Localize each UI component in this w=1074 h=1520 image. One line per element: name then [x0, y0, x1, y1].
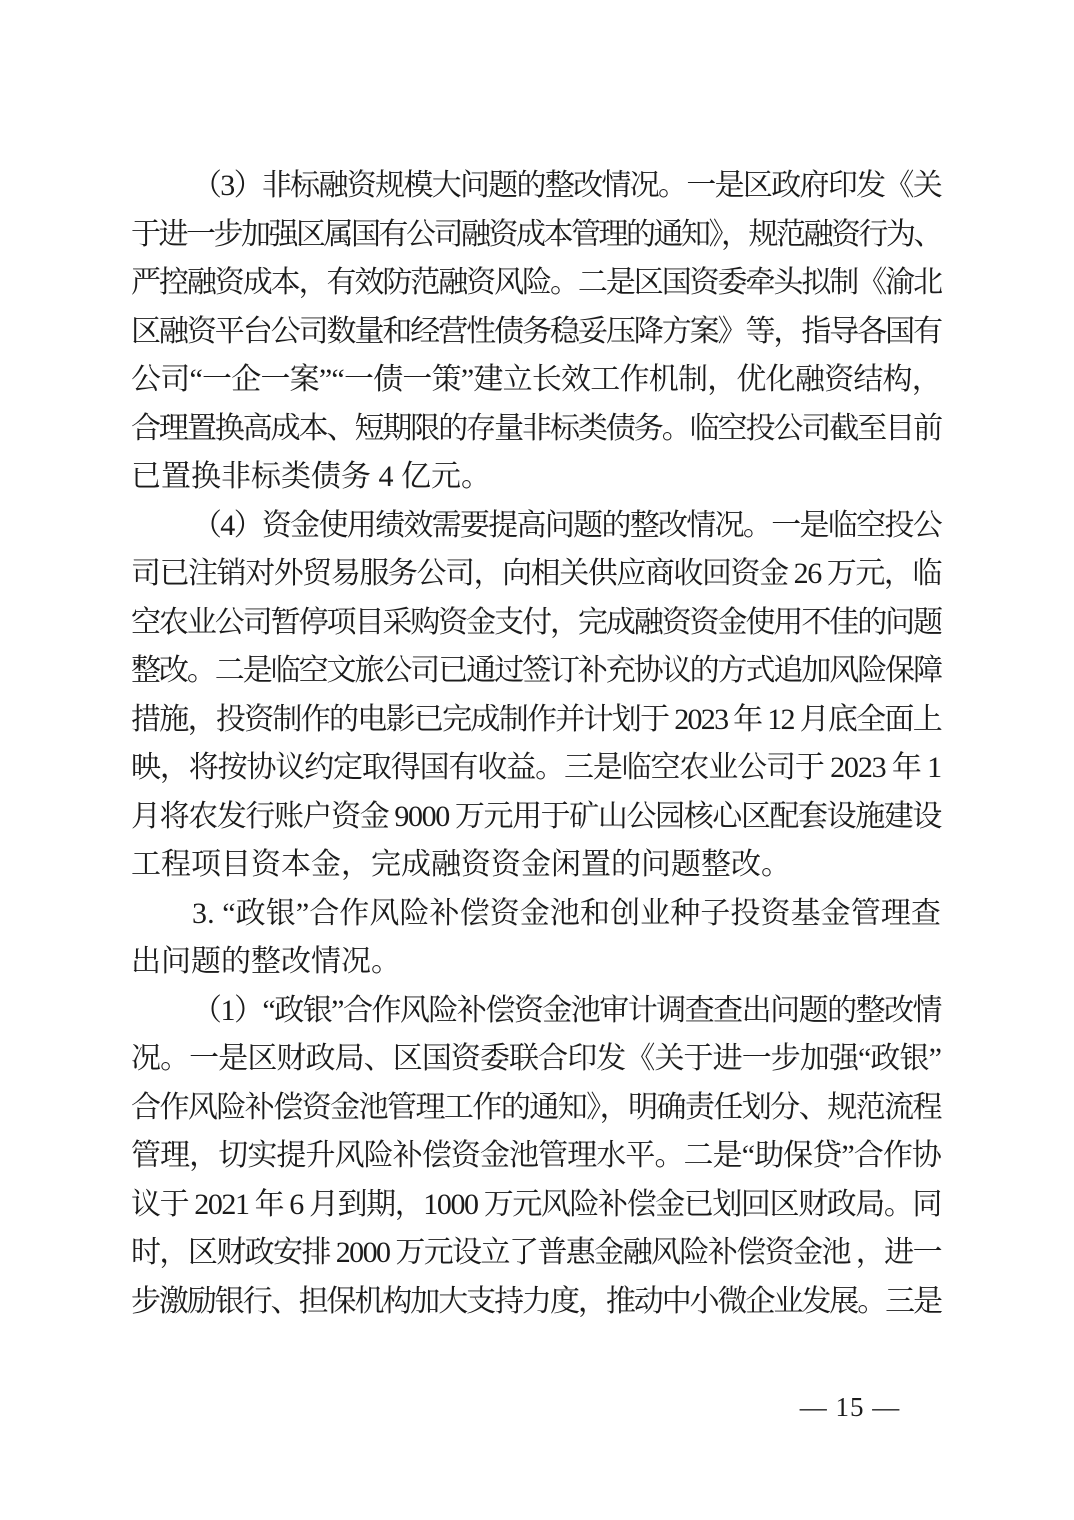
- text-line: [131, 938, 941, 987]
- text-line: [131, 744, 941, 793]
- text-line-content: 步激励银行、担保机构加大支持力度，推动中小微企业发展。三是: [131, 1284, 941, 1318]
- text-line-content: 管理，切实提升风险补偿资金池管理水平。二是“助保贷”合作协: [131, 1139, 941, 1172]
- text-line: [131, 841, 941, 890]
- text-line: [131, 1035, 941, 1084]
- text-line-content: 时，区财政安排 2000 万元设立了普惠金融风险补偿资金池 ，进一: [131, 1236, 941, 1269]
- document-body: [131, 162, 941, 1326]
- text-line: [131, 1132, 941, 1181]
- text-line: [131, 599, 941, 648]
- para-item-1-zhengyin-audit: [131, 987, 941, 1327]
- text-line-content: 况。一是区财政局、区国资委联合印发《关于进一步加强“政银”: [131, 1042, 941, 1075]
- text-line-content: （4）资金使用绩效需要提高问题的整改情况。一是临空投公: [192, 508, 941, 542]
- text-line-content: 出问题的整改情况。: [131, 945, 401, 978]
- text-line-content: 司已注销对外贸易服务公司，向相关供应商收回资金 26 万元，临: [131, 557, 941, 590]
- text-line: [131, 308, 941, 357]
- text-line-content: 措施，投资制作的电影已完成制作并计划于 2023 年 12 月底全面上: [131, 702, 941, 736]
- text-line: [131, 1229, 941, 1278]
- text-line-content: 合理置换高成本、短期限的存量非标类债务。临空投公司截至目前: [131, 411, 941, 445]
- text-line-content: 区融资平台公司数量和经营性债务稳妥压降方案》等，指导各国有: [131, 314, 941, 348]
- text-line-content: （1）“政银”合作风险补偿资金池审计调查查出问题的整改情: [192, 993, 941, 1027]
- text-line-content: 工程项目资本金，完成融资资金闲置的问题整改。: [131, 848, 791, 881]
- text-line: [131, 987, 941, 1036]
- text-line-content: 严控融资成本，有效防范融资风险。二是区国资委牵头拟制《渝北: [131, 266, 941, 299]
- text-line-content: 已置换非标类债务 4 亿元。: [131, 460, 491, 493]
- text-line: [131, 550, 941, 599]
- para-item-4-fund-performance: [131, 502, 941, 890]
- text-line: [131, 259, 941, 308]
- text-line-content: 3. “政银”合作风险补偿资金池和创业种子投资基金管理查: [192, 896, 941, 930]
- text-line: [131, 1084, 941, 1133]
- text-line: [131, 356, 941, 405]
- text-line: [131, 793, 941, 842]
- text-line: [131, 1181, 941, 1230]
- text-line-content: 空农业公司暂停项目采购资金支付，完成融资资金使用不佳的问题: [131, 605, 941, 639]
- page-number: — 15 —: [799, 1392, 901, 1422]
- text-line: [131, 1278, 941, 1327]
- para-item-3-nonstandard-financing: [131, 162, 941, 502]
- text-line-content: 于进一步加强区属国有公司融资成本管理的通知》，规范融资行为、: [131, 217, 941, 251]
- text-line: [131, 211, 941, 260]
- text-line-content: 映，将按协议约定取得国有收益。三是临空农业公司于 2023 年 1: [131, 751, 941, 784]
- text-line-content: 公司“一企一案”“一债一策”建立长效工作机制，优化融资结构，: [131, 363, 941, 396]
- text-line: [131, 162, 941, 211]
- text-line-content: （3）非标融资规模大问题的整改情况。一是区政府印发《关: [192, 169, 941, 202]
- text-line: [131, 647, 941, 696]
- text-line-content: 月将农发行账户资金 9000 万元用于矿山公园核心区配套设施建设: [131, 799, 941, 833]
- text-line: [131, 502, 941, 551]
- text-line: [131, 890, 941, 939]
- text-line: [131, 696, 941, 745]
- text-line-content: 议于 2021 年 6 月到期，1000 万元风险补偿金已划回区财政局。同: [131, 1187, 941, 1221]
- text-line-content: 整改。二是临空文旅公司已通过签订补充协议的方式追加风险保障: [131, 654, 941, 687]
- para-heading-3-zhengyin: [131, 890, 941, 987]
- text-line: [131, 453, 941, 502]
- text-line-content: 合作风险补偿资金池管理工作的通知》，明确责任划分、规范流程: [131, 1090, 941, 1124]
- text-line: [131, 405, 941, 454]
